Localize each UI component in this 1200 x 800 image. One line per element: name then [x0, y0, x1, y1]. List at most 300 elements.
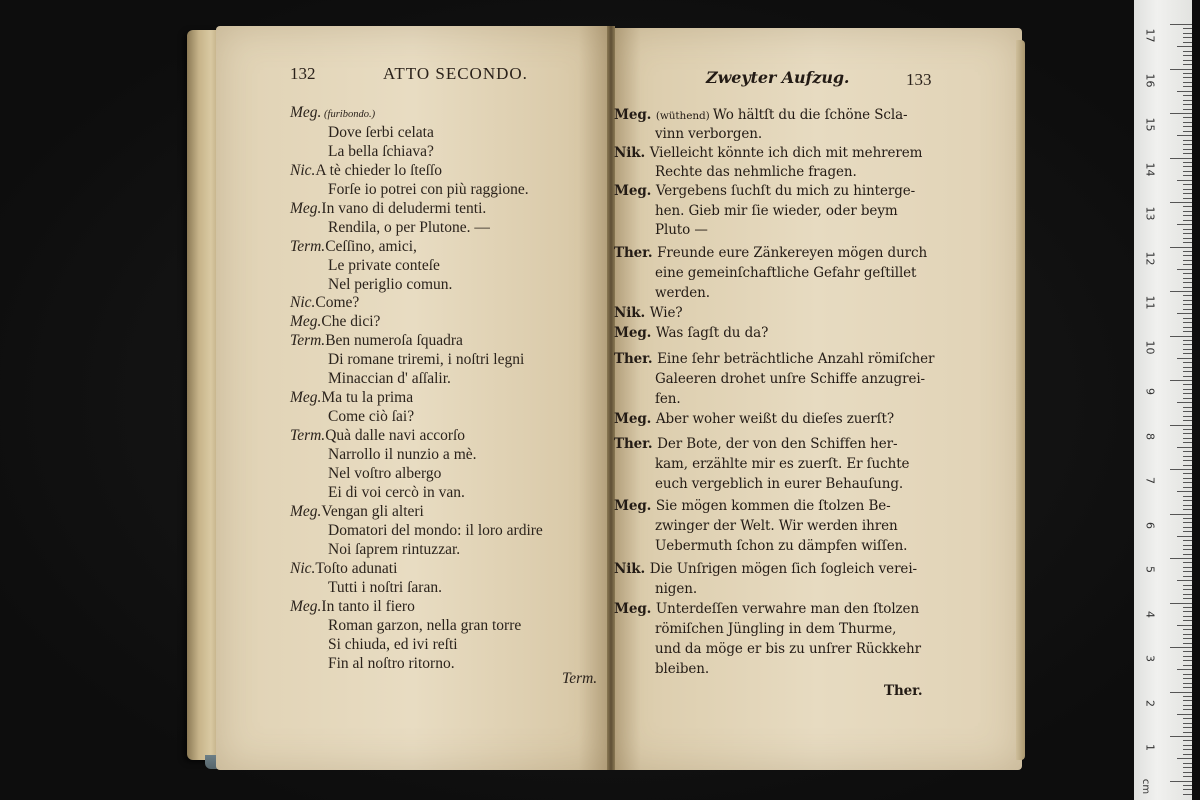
measuring-ruler: [1134, 0, 1192, 800]
line-text: Uebermuth ſchon zu dämpfen wiſſen.: [655, 538, 908, 554]
line-text: Noi ſaprem rintuzzar.: [328, 541, 461, 558]
ruler-tick: [1183, 295, 1192, 296]
line-text: Narrollo il nunzio a mè.: [328, 446, 477, 463]
ruler-tick: [1183, 678, 1192, 679]
ruler-tick: [1170, 781, 1192, 782]
line-text: eine gemeinſchaftliche Gefahr geſtillet: [655, 265, 917, 281]
line-text: Unterdeſſen verwahre man den ſtolzen: [655, 601, 920, 617]
speaker-label: Meg.: [614, 411, 656, 427]
ruler-tick: [1183, 594, 1192, 595]
ruler-tick: [1183, 407, 1192, 408]
line-text: Quà dalle navi accorſo: [325, 427, 466, 444]
ruler-tick: [1183, 287, 1192, 288]
line-text: werden.: [655, 285, 710, 301]
right-line: [655, 580, 697, 598]
ruler-tick: [1183, 242, 1192, 243]
line-text: Freunde eure Zänkereyen mögen durch: [657, 245, 928, 261]
left-line: [328, 522, 543, 540]
ruler-number: 1: [1143, 744, 1157, 751]
ruler-tick: [1183, 629, 1192, 630]
line-text: Vengan gli alteri: [321, 503, 424, 520]
ruler-unit: cm: [1140, 778, 1152, 795]
ruler-tick: [1170, 558, 1192, 559]
ruler-tick: [1183, 638, 1192, 639]
speaker-label: Nic.: [290, 294, 316, 311]
ruler-tick: [1183, 264, 1192, 265]
line-text: Dove ſerbi celata: [328, 124, 434, 141]
line-text: und da möge er bis zu unſrer Rückkehr: [655, 641, 921, 657]
ruler-tick: [1183, 745, 1192, 746]
ruler-tick: [1183, 460, 1192, 461]
right-line: [655, 125, 762, 143]
ruler-tick: [1183, 727, 1192, 728]
speaker-label: Nik.: [614, 145, 650, 161]
ruler-tick: [1183, 496, 1192, 497]
right-line: [655, 455, 909, 473]
speaker-label: Ther.: [614, 245, 658, 261]
ruler-tick: [1170, 113, 1192, 114]
left-line: [328, 351, 524, 369]
ruler-tick: [1183, 585, 1192, 586]
ruler-tick: [1183, 255, 1192, 256]
ruler-tick: [1183, 522, 1192, 523]
ruler-tick: [1177, 669, 1192, 670]
right-line: [655, 370, 925, 388]
ruler-tick: [1183, 55, 1192, 56]
ruler-tick: [1170, 247, 1192, 248]
ruler-tick: [1183, 767, 1192, 768]
left-line: [328, 465, 441, 483]
ruler-tick: [1183, 51, 1192, 52]
ruler-tick: [1183, 95, 1192, 96]
right-page-number: 133: [906, 70, 932, 89]
ruler-tick: [1183, 576, 1192, 577]
right-line: [655, 202, 898, 220]
ruler-tick: [1177, 536, 1192, 537]
right-line: [614, 410, 894, 428]
ruler-tick: [1183, 709, 1192, 710]
line-text: hen. Gieb mir ſie wieder, oder beym: [655, 203, 898, 219]
ruler-tick: [1183, 282, 1192, 283]
ruler-tick: [1170, 202, 1192, 203]
right-line: [614, 497, 891, 515]
ruler-tick: [1183, 100, 1192, 101]
left-line: [328, 617, 521, 635]
right-line: [614, 350, 934, 368]
ruler-tick: [1183, 398, 1192, 399]
ruler-tick: [1183, 211, 1192, 212]
ruler-number: 9: [1143, 388, 1157, 395]
speaker-label: Nik.: [614, 305, 650, 321]
speaker-label: Meg.: [614, 325, 656, 341]
speaker-label: Meg.: [614, 498, 656, 514]
ruler-tick: [1183, 473, 1192, 474]
ruler-tick: [1183, 607, 1192, 608]
ruler-tick: [1183, 411, 1192, 412]
ruler-tick: [1183, 166, 1192, 167]
line-text: Aber woher weißt du dieſes zuerſt?: [655, 411, 894, 427]
ruler-tick: [1183, 37, 1192, 38]
line-text: vinn verborgen.: [655, 126, 763, 142]
line-text: Come ciò ſai?: [328, 408, 415, 425]
line-text: Roman garzon, nella gran torre: [328, 617, 522, 634]
ruler-tick: [1183, 140, 1192, 141]
ruler-tick: [1183, 718, 1192, 719]
left-line: [328, 143, 434, 161]
left-line: [328, 541, 460, 559]
ruler-tick: [1183, 438, 1192, 439]
right-line: [655, 660, 709, 678]
ruler-tick: [1183, 527, 1192, 528]
ruler-tick: [1170, 736, 1192, 737]
ruler-tick: [1183, 331, 1192, 332]
ruler-tick: [1183, 260, 1192, 261]
ruler-tick: [1183, 683, 1192, 684]
line-text: Vergebens ſuchſt du mich zu hinterge-: [655, 183, 916, 199]
ruler-tick: [1177, 447, 1192, 448]
line-text: La bella ſchiava?: [328, 143, 434, 160]
ruler-tick: [1183, 700, 1192, 701]
right-line: [614, 182, 915, 200]
ruler-tick: [1183, 349, 1192, 350]
ruler-tick: [1183, 456, 1192, 457]
left-line: [290, 104, 375, 124]
left-line: [290, 200, 486, 218]
right-line: [655, 640, 921, 658]
speaker-label: Term.: [290, 332, 326, 349]
ruler-tick: [1183, 206, 1192, 207]
right-line: [614, 600, 919, 618]
speaker-label: Meg.: [290, 313, 322, 330]
speaker-label: Meg.: [614, 601, 656, 617]
line-text: Forſe io potrei con più raggione.: [328, 181, 529, 198]
right-line: [655, 537, 907, 555]
ruler-tick: [1183, 64, 1192, 65]
right-line: [655, 390, 681, 408]
ruler-tick: [1177, 313, 1192, 314]
ruler-tick: [1183, 616, 1192, 617]
line-text: Ma tu la prima: [321, 389, 414, 406]
speaker-label: Meg.: [290, 389, 322, 406]
left-line: [328, 579, 442, 597]
line-text: Che dici?: [321, 313, 381, 330]
ruler-tick: [1183, 42, 1192, 43]
ruler-tick: [1183, 309, 1192, 310]
ruler-tick: [1183, 327, 1192, 328]
left-line: [328, 181, 529, 199]
ruler-tick: [1183, 189, 1192, 190]
ruler-tick: [1183, 175, 1192, 176]
ruler-tick: [1183, 705, 1192, 706]
ruler-tick: [1170, 24, 1192, 25]
line-text: In vano di deludermi tenti.: [321, 200, 487, 217]
ruler-tick: [1183, 28, 1192, 29]
ruler-tick: [1177, 491, 1192, 492]
stage-direction: (wüthend): [655, 110, 713, 122]
ruler-tick: [1183, 776, 1192, 777]
ruler-tick: [1183, 451, 1192, 452]
line-text: Le private conteſe: [328, 257, 440, 274]
ruler-tick: [1183, 198, 1192, 199]
ruler-tick: [1183, 549, 1192, 550]
ruler-number: 11: [1143, 295, 1157, 310]
ruler-tick: [1183, 251, 1192, 252]
line-text: Was ſagſt du da?: [655, 325, 769, 341]
ruler-tick: [1183, 416, 1192, 417]
ruler-tick: [1183, 567, 1192, 568]
ruler-tick: [1183, 322, 1192, 323]
ruler-tick: [1183, 233, 1192, 234]
ruler-tick: [1183, 482, 1192, 483]
left-line: [328, 636, 458, 654]
ruler-tick: [1183, 562, 1192, 563]
ruler-tick: [1177, 180, 1192, 181]
ruler-tick: [1183, 126, 1192, 127]
right-line: [614, 324, 768, 342]
ruler-tick: [1183, 193, 1192, 194]
ruler-tick: [1170, 69, 1192, 70]
line-text: Galeeren drohet unſre Schiffe anzugrei-: [655, 371, 926, 387]
speaker-label: Meg.: [290, 200, 322, 217]
right-line: [614, 244, 927, 262]
ruler-tick: [1183, 117, 1192, 118]
book-gutter: [607, 26, 615, 770]
ruler-tick: [1177, 269, 1192, 270]
ruler-number: 7: [1143, 477, 1157, 484]
ruler-tick: [1183, 660, 1192, 661]
ruler-tick: [1183, 376, 1192, 377]
left-line: [328, 370, 451, 388]
ruler-tick: [1183, 184, 1192, 185]
speaker-label: Term.: [290, 238, 326, 255]
line-text: Der Bote, der von den Schiffen her-: [657, 436, 898, 452]
ruler-tick: [1183, 442, 1192, 443]
left-line: [328, 655, 455, 673]
speaker-label: Meg.: [290, 104, 322, 121]
ruler-tick: [1183, 215, 1192, 216]
line-text: Pluto —: [655, 222, 708, 238]
left-line: [290, 389, 413, 407]
ruler-tick: [1177, 580, 1192, 581]
ruler-tick: [1183, 82, 1192, 83]
line-text: Ceſſino, amici,: [325, 238, 417, 255]
line-text: euch vergeblich in eurer Behauſung.: [655, 476, 904, 492]
left-line: [328, 446, 477, 464]
right-line: [655, 163, 857, 181]
ruler-tick: [1183, 749, 1192, 750]
left-running-head: ATTO SECONDO.: [383, 64, 528, 83]
ruler-tick: [1183, 500, 1192, 501]
ruler-tick: [1183, 73, 1192, 74]
left-line: [328, 257, 440, 275]
ruler-tick: [1183, 531, 1192, 532]
left-line: [290, 503, 424, 521]
line-text: Fin al noſtro ritorno.: [328, 655, 455, 672]
ruler-number: 5: [1143, 566, 1157, 573]
ruler-tick: [1183, 763, 1192, 764]
right-line: [614, 435, 897, 453]
left-line: [290, 294, 359, 312]
line-text: Sie mögen kommen die ſtolzen Be-: [655, 498, 891, 514]
ruler-number: 17: [1143, 28, 1157, 43]
left-line: [328, 276, 452, 294]
line-text: Wo hältſt du die ſchöne Scla-: [712, 107, 908, 123]
line-text: Eine ſehr beträchtliche Anzahl römiſcher: [657, 351, 935, 367]
ruler-tick: [1183, 429, 1192, 430]
ruler-tick: [1183, 696, 1192, 697]
ruler-tick: [1170, 692, 1192, 693]
ruler-number: 8: [1143, 432, 1157, 440]
line-text: Come?: [315, 294, 360, 311]
line-text: Rendila, o per Plutone. —: [328, 219, 490, 236]
ruler-tick: [1177, 358, 1192, 359]
left-line: [328, 124, 434, 142]
ruler-tick: [1183, 162, 1192, 163]
ruler-tick: [1183, 665, 1192, 666]
ruler-tick: [1183, 104, 1192, 105]
line-text: Wie?: [649, 305, 683, 321]
speaker-label: Ther.: [614, 436, 658, 452]
right-line: [614, 144, 922, 162]
line-text: Ben numeroſa ſquadra: [325, 332, 463, 349]
ruler-tick: [1183, 131, 1192, 132]
ruler-tick: [1183, 732, 1192, 733]
right-line: [614, 560, 917, 578]
left-line: [290, 313, 380, 331]
speaker-label: Meg.: [614, 183, 656, 199]
ruler-tick: [1170, 425, 1192, 426]
ruler-tick: [1183, 220, 1192, 221]
ruler-tick: [1183, 554, 1192, 555]
line-text: zwinger der Welt. Wir werden ihren: [655, 518, 898, 534]
ruler-tick: [1183, 772, 1192, 773]
ruler-tick: [1183, 344, 1192, 345]
ruler-tick: [1183, 505, 1192, 506]
line-text: Rechte das nehmliche fragen.: [655, 164, 857, 180]
ruler-tick: [1183, 273, 1192, 274]
ruler-tick: [1183, 509, 1192, 510]
ruler-tick: [1177, 91, 1192, 92]
speaker-label: Meg.: [290, 598, 322, 615]
line-text: Vielleicht könnte ich dich mit mehrerem: [649, 145, 923, 161]
right-line: [614, 106, 907, 125]
ruler-tick: [1183, 740, 1192, 741]
ruler-tick: [1183, 238, 1192, 239]
ruler-tick: [1183, 651, 1192, 652]
ruler-tick: [1183, 785, 1192, 786]
ruler-tick: [1183, 122, 1192, 123]
ruler-tick: [1183, 620, 1192, 621]
line-text: nigen.: [655, 581, 698, 597]
line-text: bleiben.: [655, 661, 710, 677]
ruler-tick: [1183, 754, 1192, 755]
ruler-tick: [1183, 362, 1192, 363]
line-text: römiſchen Jüngling in dem Thurme,: [655, 621, 897, 637]
line-text: Toſto adunati: [315, 560, 398, 577]
ruler-number: 2: [1143, 699, 1157, 707]
ruler-tick: [1183, 589, 1192, 590]
ruler-tick: [1183, 153, 1192, 154]
ruler-tick: [1183, 353, 1192, 354]
left-line: [328, 408, 414, 426]
ruler-tick: [1183, 478, 1192, 479]
ruler-tick: [1170, 380, 1192, 381]
ruler-tick: [1183, 389, 1192, 390]
left-line: [290, 560, 397, 578]
ruler-tick: [1183, 60, 1192, 61]
left-page-number: 132: [290, 64, 316, 83]
ruler-tick: [1183, 643, 1192, 644]
ruler-tick: [1183, 789, 1192, 790]
ruler-tick: [1183, 371, 1192, 372]
ruler-tick: [1177, 714, 1192, 715]
ruler-tick: [1170, 158, 1192, 159]
ruler-tick: [1183, 149, 1192, 150]
ruler-tick: [1183, 393, 1192, 394]
ruler-tick: [1183, 723, 1192, 724]
ruler-tick: [1177, 46, 1192, 47]
speaker-label: Term.: [290, 427, 326, 444]
ruler-tick: [1183, 318, 1192, 319]
ruler-tick: [1177, 224, 1192, 225]
ruler-number: 12: [1143, 251, 1157, 265]
speaker-label: Ther.: [614, 351, 658, 367]
line-text: kam, erzählte mir es zuerſt. Er ſuchte: [655, 456, 910, 472]
speaker-label: Nik.: [614, 561, 650, 577]
right-line: [655, 517, 898, 535]
right-line: [655, 221, 708, 239]
ruler-tick: [1183, 229, 1192, 230]
ruler-tick: [1183, 304, 1192, 305]
left-line: [328, 219, 490, 237]
ruler-tick: [1183, 278, 1192, 279]
left-line: [290, 598, 415, 616]
line-text: Nel periglio comun.: [328, 276, 453, 293]
ruler-number: 3: [1143, 655, 1157, 662]
speaker-label: Nic.: [290, 560, 316, 577]
speaker-label: Meg.: [290, 503, 322, 520]
speaker-label: Nic.: [290, 162, 316, 179]
ruler-tick: [1170, 291, 1192, 292]
line-text: Tutti i noſtri ſaran.: [328, 579, 442, 596]
ruler-tick: [1183, 487, 1192, 488]
right-line: [655, 475, 903, 493]
right-catchword: Ther.: [884, 683, 923, 699]
ruler-tick: [1183, 687, 1192, 688]
ruler-tick: [1183, 598, 1192, 599]
ruler-tick: [1183, 340, 1192, 341]
right-line: [614, 304, 683, 322]
ruler-tick: [1183, 420, 1192, 421]
ruler-tick: [1170, 647, 1192, 648]
ruler-tick: [1183, 144, 1192, 145]
ruler-tick: [1170, 469, 1192, 470]
left-line: [290, 238, 417, 256]
left-line: [290, 162, 442, 180]
right-page-edge: [1016, 40, 1025, 760]
stage-direction: (furibondo.): [321, 109, 376, 120]
left-line: [290, 332, 463, 350]
ruler-number: 10: [1143, 340, 1157, 354]
ruler-tick: [1183, 171, 1192, 172]
right-line: [655, 284, 710, 302]
speaker-label: Meg.: [614, 107, 656, 123]
left-line: [290, 427, 465, 445]
ruler-number: 13: [1143, 206, 1157, 221]
ruler-tick: [1177, 135, 1192, 136]
ruler-tick: [1170, 336, 1192, 337]
line-text: Ei di voi cercò in van.: [328, 484, 465, 501]
